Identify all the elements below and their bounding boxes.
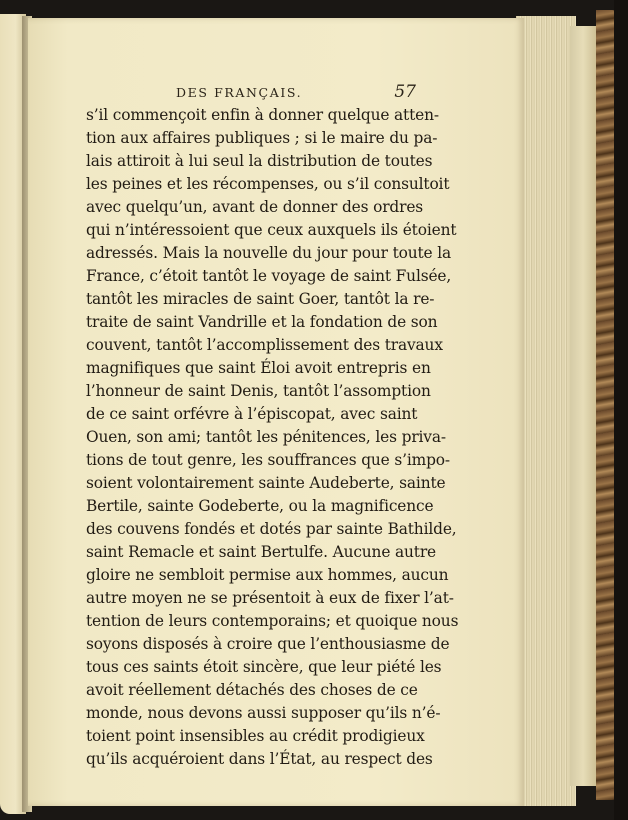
page-number: 57 [394, 82, 416, 102]
background-shadow [614, 0, 628, 820]
text-line: Ouen, son ami; tantôt les pénitences, les priva- [86, 428, 446, 446]
text-line: les peines et les récompenses, ou s’il consultoit [86, 175, 450, 193]
text-line: adressés. Mais la nouvelle du jour pour toute la [86, 244, 452, 262]
text-line: tention de leurs contemporains; et quoique nous [86, 612, 459, 630]
text-line: saint Remacle et saint Bertulfe. Aucune autre [86, 543, 437, 561]
page-header [176, 80, 416, 104]
text-line: soyons disposés à croire que l’enthousiasme de [86, 635, 450, 653]
text-line: tion aux affaires publiques ; si le maire du pa- [86, 129, 438, 147]
text-line: qui n’intéressoient que ceux auxquels ils étoient [86, 221, 457, 239]
page-stack-edges [516, 16, 576, 806]
text-line: tantôt les miracles de saint Goer, tantôt la re- [86, 290, 435, 308]
text-line: tions de tout genre, les souffrances que s’impo- [86, 451, 450, 469]
text-line: avoit réellement détachés des choses de ce [86, 681, 418, 699]
text-line: lais attiroit à lui seul la distribution de toutes [86, 152, 433, 170]
text-line: qu’ils acquéroient dans l’État, au respect des [86, 750, 433, 768]
text-line: des couvens fondés et dotés par sainte Bathilde, [86, 520, 457, 538]
text-line: monde, nous devons aussi supposer qu’ils n’é- [86, 704, 441, 722]
text-line: Bertile, sainte Godeberte, ou la magnificence [86, 497, 434, 515]
text-line: magnifiques que saint Éloi avoit entrepris en [86, 359, 431, 377]
text-line: France, c’étoit tantôt le voyage de saint Fulsée, [86, 267, 452, 285]
text-line: avec quelqu’un, avant de donner des ordres [86, 198, 424, 216]
text-line: de ce saint orfévre à l’épiscopat, avec saint [86, 405, 418, 423]
text-line: couvent, tantôt l’accomplissement des travaux [86, 336, 443, 354]
body-text [86, 104, 459, 771]
text-line: autre moyen ne se présentoit à eux de fixer l’at- [86, 589, 454, 607]
text-line: gloire ne sembloit permise aux hommes, aucun [86, 566, 449, 584]
text-line: tous ces saints étoit sincère, que leur piété les [86, 658, 442, 676]
text-line: toient point insensibles au crédit prodigieux [86, 727, 425, 745]
text-line: l’honneur de saint Denis, tantôt l’assomption [86, 382, 431, 400]
text-line: s’il commençoit enfin à donner quelque atten- [86, 106, 439, 124]
running-head: DES FRANÇAIS. [176, 84, 303, 100]
text-line: soient volontairement sainte Audeberte, sainte [86, 474, 446, 492]
text-line: traite de saint Vandrille et la fondation de son [86, 313, 438, 331]
